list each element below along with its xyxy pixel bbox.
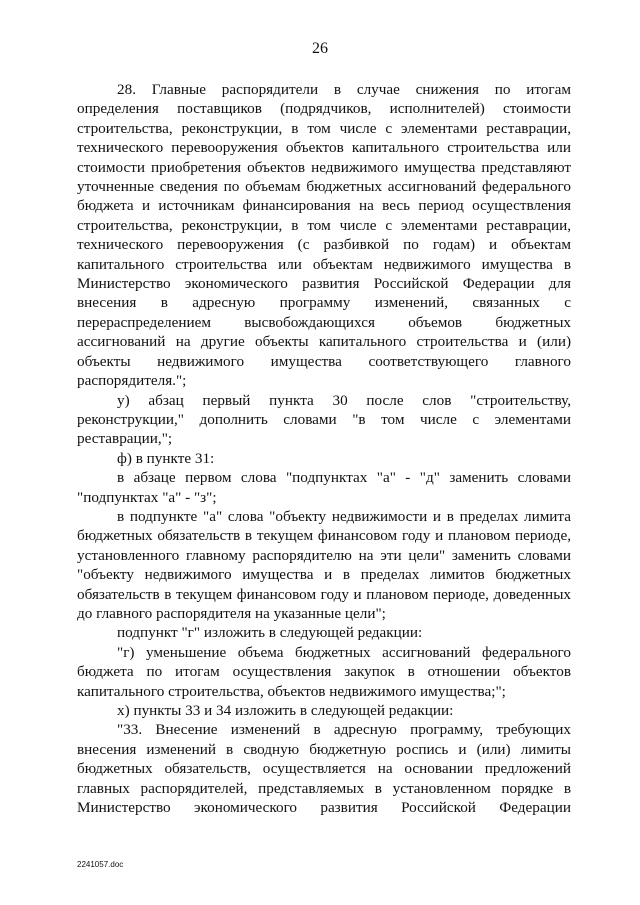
text-line: технического перевооружения объектов капитального строительства или bbox=[77, 139, 571, 157]
page-number: 26 bbox=[312, 40, 328, 57]
text-line: капитального строительства или объектам недвижимого имущества в bbox=[77, 255, 571, 273]
text-line: в подпункте "а" слова "объекту недвижимости и в пределах лимита bbox=[117, 507, 571, 525]
document-body bbox=[77, 80, 571, 817]
text-line: распорядителя."; bbox=[77, 372, 187, 390]
text-line: до главного распорядителя на указанные цели"; bbox=[77, 604, 386, 622]
text-line: стоимости приобретения объектов недвижимого имущества представляют bbox=[77, 158, 571, 176]
text-line: перераспределением высвобождающихся объемов бюджетных bbox=[77, 313, 571, 331]
file-name-footer: 2241057.doc bbox=[77, 860, 124, 869]
text-line: главных распорядителей, представляемых в установленном порядке в bbox=[77, 779, 571, 797]
text-line: х) пункты 33 и 34 изложить в следующей редакции: bbox=[117, 702, 454, 719]
text-line: реконструкции," дополнить словами "в том числе с элементами bbox=[77, 410, 571, 428]
text-line: внесения в адресную программу изменений, связанных с bbox=[77, 294, 571, 312]
text-line: "подпунктах "а" - "з"; bbox=[77, 488, 217, 506]
text-line: внесения изменений в сводную бюджетную роспись и (или) лимиты bbox=[77, 740, 571, 758]
text-line: "объекту недвижимого имущества и в пределах лимитов бюджетных bbox=[77, 566, 571, 584]
text-line: реставрации,"; bbox=[77, 430, 173, 448]
text-line: бюджетных обязательств, осуществляется на основании предложений bbox=[77, 760, 571, 778]
text-line: строительства, реконструкции, в том числе с элементами реставрации, bbox=[77, 216, 571, 234]
text-line: Министерство экономического развития Российской Федерации для bbox=[77, 275, 571, 293]
text-line: уточненные сведения по объемам бюджетных ассигнований федерального bbox=[77, 178, 571, 196]
text-line: бюджета по итогам осуществления закупок в отношении объектов bbox=[77, 663, 571, 681]
text-line: "г) уменьшение объема бюджетных ассигнований федерального bbox=[117, 643, 571, 661]
text-line: в абзаце первом слова "подпунктах "а" - "д" заменить словами bbox=[117, 469, 571, 487]
text-line: технического перевооружения (с разбивкой по годам) и объектам bbox=[77, 236, 571, 254]
text-line: строительства, реконструкции, в том числе с элементами реставрации, bbox=[77, 119, 571, 137]
text-line: "33. Внесение изменений в адресную программу, требующих bbox=[117, 721, 571, 739]
text-line: бюджетных обязательств в текущем финансовом году и плановом периоде, bbox=[77, 527, 571, 545]
text-line: установленного главному распорядителю на эти цели" заменить словами bbox=[77, 546, 571, 564]
text-line: у) абзац первый пункта 30 после слов "строительству, bbox=[117, 391, 571, 409]
text-line: обязательств в текущем финансовом году и плановом периоде, доведенных bbox=[77, 585, 571, 603]
text-line: объекты недвижимого имущества соответствующего главного bbox=[77, 352, 571, 370]
text-line: подпункт "г" изложить в следующей редакции: bbox=[117, 624, 423, 642]
text-line: ф) в пункте 31: bbox=[117, 449, 215, 467]
text-line: капитального строительства, объектов недвижимого имущества;"; bbox=[77, 682, 506, 700]
text-line: бюджета и источникам финансирования на весь период осуществления bbox=[77, 197, 571, 215]
text-line: определения поставщиков (подрядчиков, исполнителей) стоимости bbox=[77, 100, 571, 118]
text-line: 28. Главные распорядители в случае снижения по итогам bbox=[117, 81, 571, 98]
text-line: Министерство экономического развития Российской Федерации bbox=[77, 799, 571, 817]
text-line: ассигнований на другие объекты капитального строительства и (или) bbox=[77, 333, 571, 351]
